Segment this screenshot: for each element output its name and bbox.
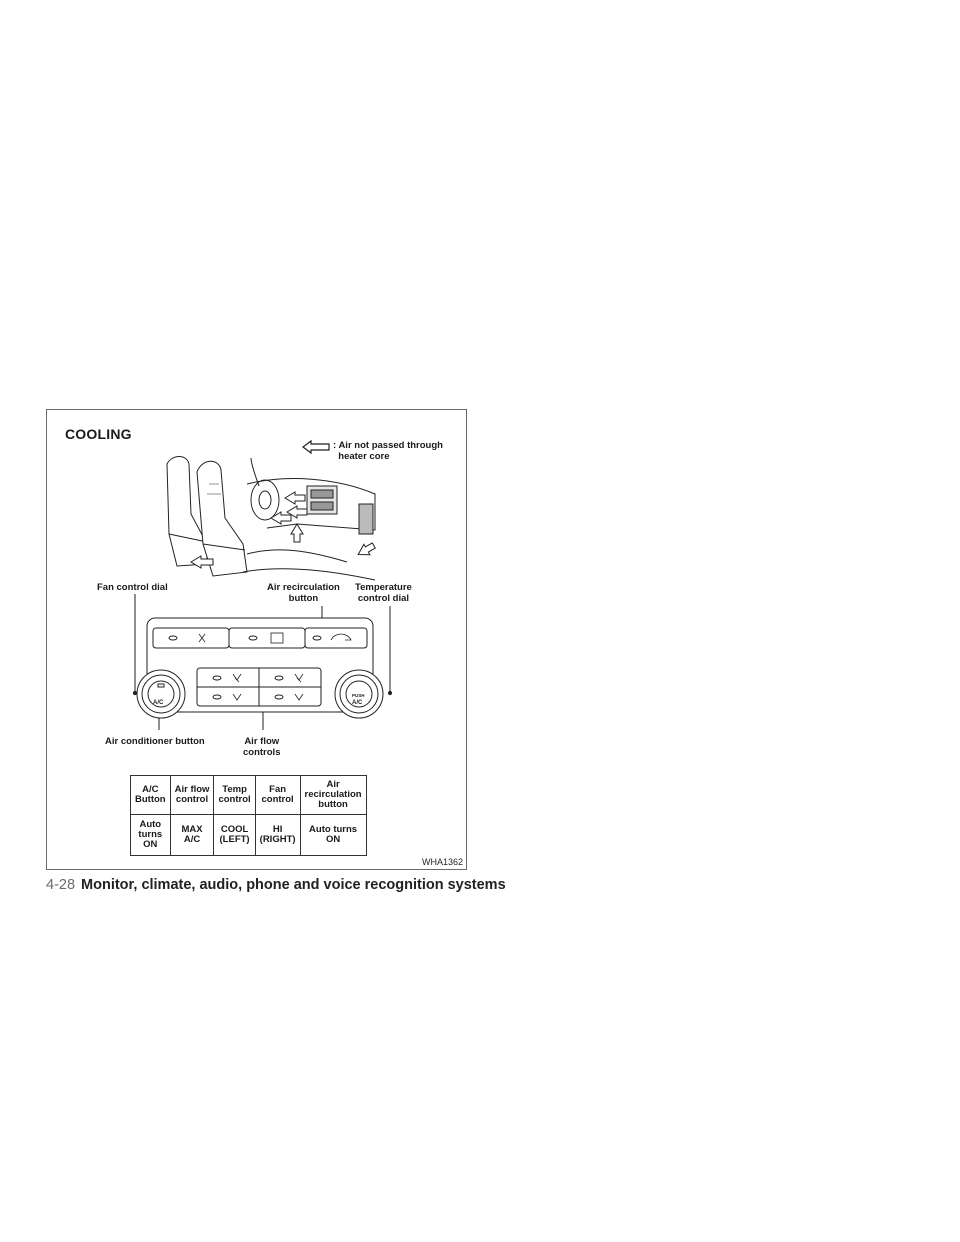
legend-text: : Air not passed through heater core — [333, 440, 443, 462]
figure-title: COOLING — [65, 426, 132, 442]
table-cell-ac-button: Auto turns ON — [131, 815, 171, 856]
air-conditioner-button-label: Air conditioner button — [105, 736, 205, 747]
page-footer — [46, 877, 506, 893]
cooling-settings-table — [130, 775, 367, 856]
table-cell-air-flow: MAX A/C — [170, 815, 214, 856]
table-cell-recirculation: Auto turns ON — [300, 815, 366, 856]
air-recirculation-button-label: Air recirculation button — [267, 582, 340, 604]
fan-control-dial-label: Fan control dial — [97, 582, 168, 593]
section-title: Monitor, climate, audio, phone and voice recognition systems — [81, 877, 506, 893]
right-knob-push-label: PUSH — [352, 693, 365, 698]
table-header-recirculation: Air recirculation button — [300, 776, 366, 815]
table-header-temp: Temp control — [214, 776, 255, 815]
table-cell-temp: COOL (LEFT) — [214, 815, 255, 856]
cooling-figure — [46, 409, 467, 870]
page-number: 4-28 — [46, 877, 76, 893]
table-header-air-flow: Air flow control — [170, 776, 214, 815]
left-knob-ac-label: A/C — [153, 700, 164, 706]
table-header-fan: Fan control — [255, 776, 300, 815]
table-cell-fan: HI (RIGHT) — [255, 815, 300, 856]
air-flow-controls-label: Air flow controls — [243, 736, 281, 758]
right-knob-ac-label: A/C — [352, 700, 363, 706]
temperature-control-dial-label: Temperature control dial — [355, 582, 412, 604]
table-header-ac-button: A/C Button — [131, 776, 171, 815]
figure-code: WHA1362 — [421, 857, 463, 867]
